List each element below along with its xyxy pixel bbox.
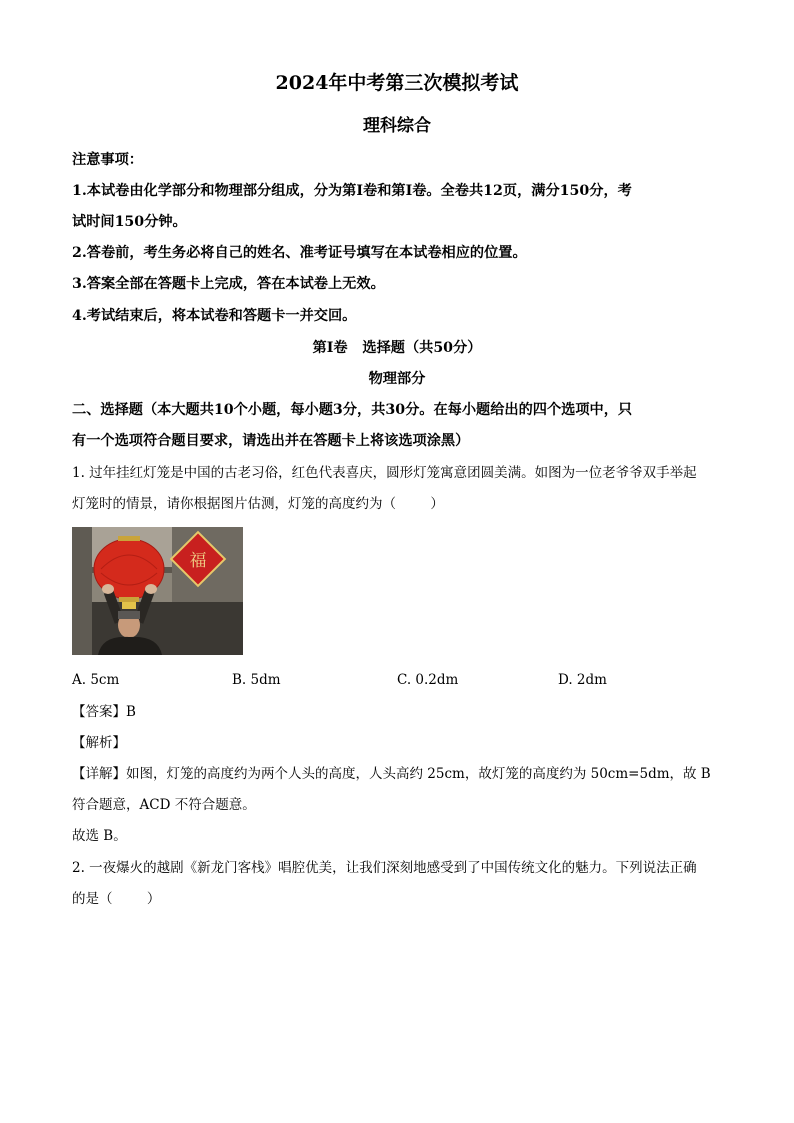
note-item-1-line-1: 1.本试卷由化学部分和物理部分组成，分为第Ⅰ卷和第Ⅰ卷。全卷共12页，满分150分，考	[72, 183, 632, 199]
section-instructions-line-2: 有一个选项符合题目要求，请选出并在答题卡上将该选项涂黑）	[72, 433, 470, 449]
question-2-text-line-2: 的是（ ）	[72, 891, 161, 907]
question-1-text-line-1: 1. 过年挂红灯笼是中国的古老习俗，红色代表喜庆，圆形灯笼寓意团圆美满。如图为一位老爷爷双手举起	[72, 465, 697, 481]
note-item-3: 3.答案全部在答题卡上完成，答在本试卷上无效。	[72, 276, 385, 292]
analysis-label: 【解析】	[72, 735, 126, 751]
answer-line: 【答案】B	[72, 704, 136, 720]
note-item-2: 2.答卷前，考生务必将自己的姓名、准考证号填写在本试卷相应的位置。	[72, 245, 527, 261]
part-title: 物理部分	[368, 371, 426, 387]
conclusion-line: 故选 B。	[72, 828, 127, 844]
note-item-1-line-2: 试时间150分钟。	[72, 214, 187, 230]
option-b: B. 5dm	[232, 672, 281, 688]
exam-subject: 理科综合	[363, 116, 431, 136]
fu-sign-character: 福	[189, 551, 207, 571]
detail-line-2: 符合题意，ACD 不符合题意。	[72, 797, 256, 813]
question-2-text-line-1: 2. 一夜爆火的越剧《新龙门客栈》唱腔优美，让我们深刻地感受到了中国传统文化的魅力。下列说法正确	[72, 860, 697, 876]
section-instructions-line-1: 二、选择题（本大题共10个小题，每小题3分，共30分。在每小题给出的四个选项中，只	[72, 402, 633, 418]
option-a: A. 5cm	[72, 672, 120, 688]
question-1-text-line-2: 灯笼时的情景，请你根据图片估测，灯笼的高度约为（ ）	[72, 496, 444, 512]
volume-title: 第Ⅰ卷 选择题（共50分）	[312, 340, 482, 356]
option-c: C. 0.2dm	[397, 672, 459, 688]
note-item-4: 4.考试结束后，将本试卷和答题卡一并交回。	[72, 308, 357, 324]
lantern-photo	[72, 527, 243, 655]
detail-line-1: 【详解】如图，灯笼的高度约为两个人头的高度，人头高约 25cm，故灯笼的高度约为 50cm=5dm，故 B	[72, 766, 711, 782]
exam-title: 2024年中考第三次模拟考试	[275, 72, 519, 94]
notes-heading: 注意事项：	[72, 152, 143, 168]
option-d: D. 2dm	[558, 672, 607, 688]
